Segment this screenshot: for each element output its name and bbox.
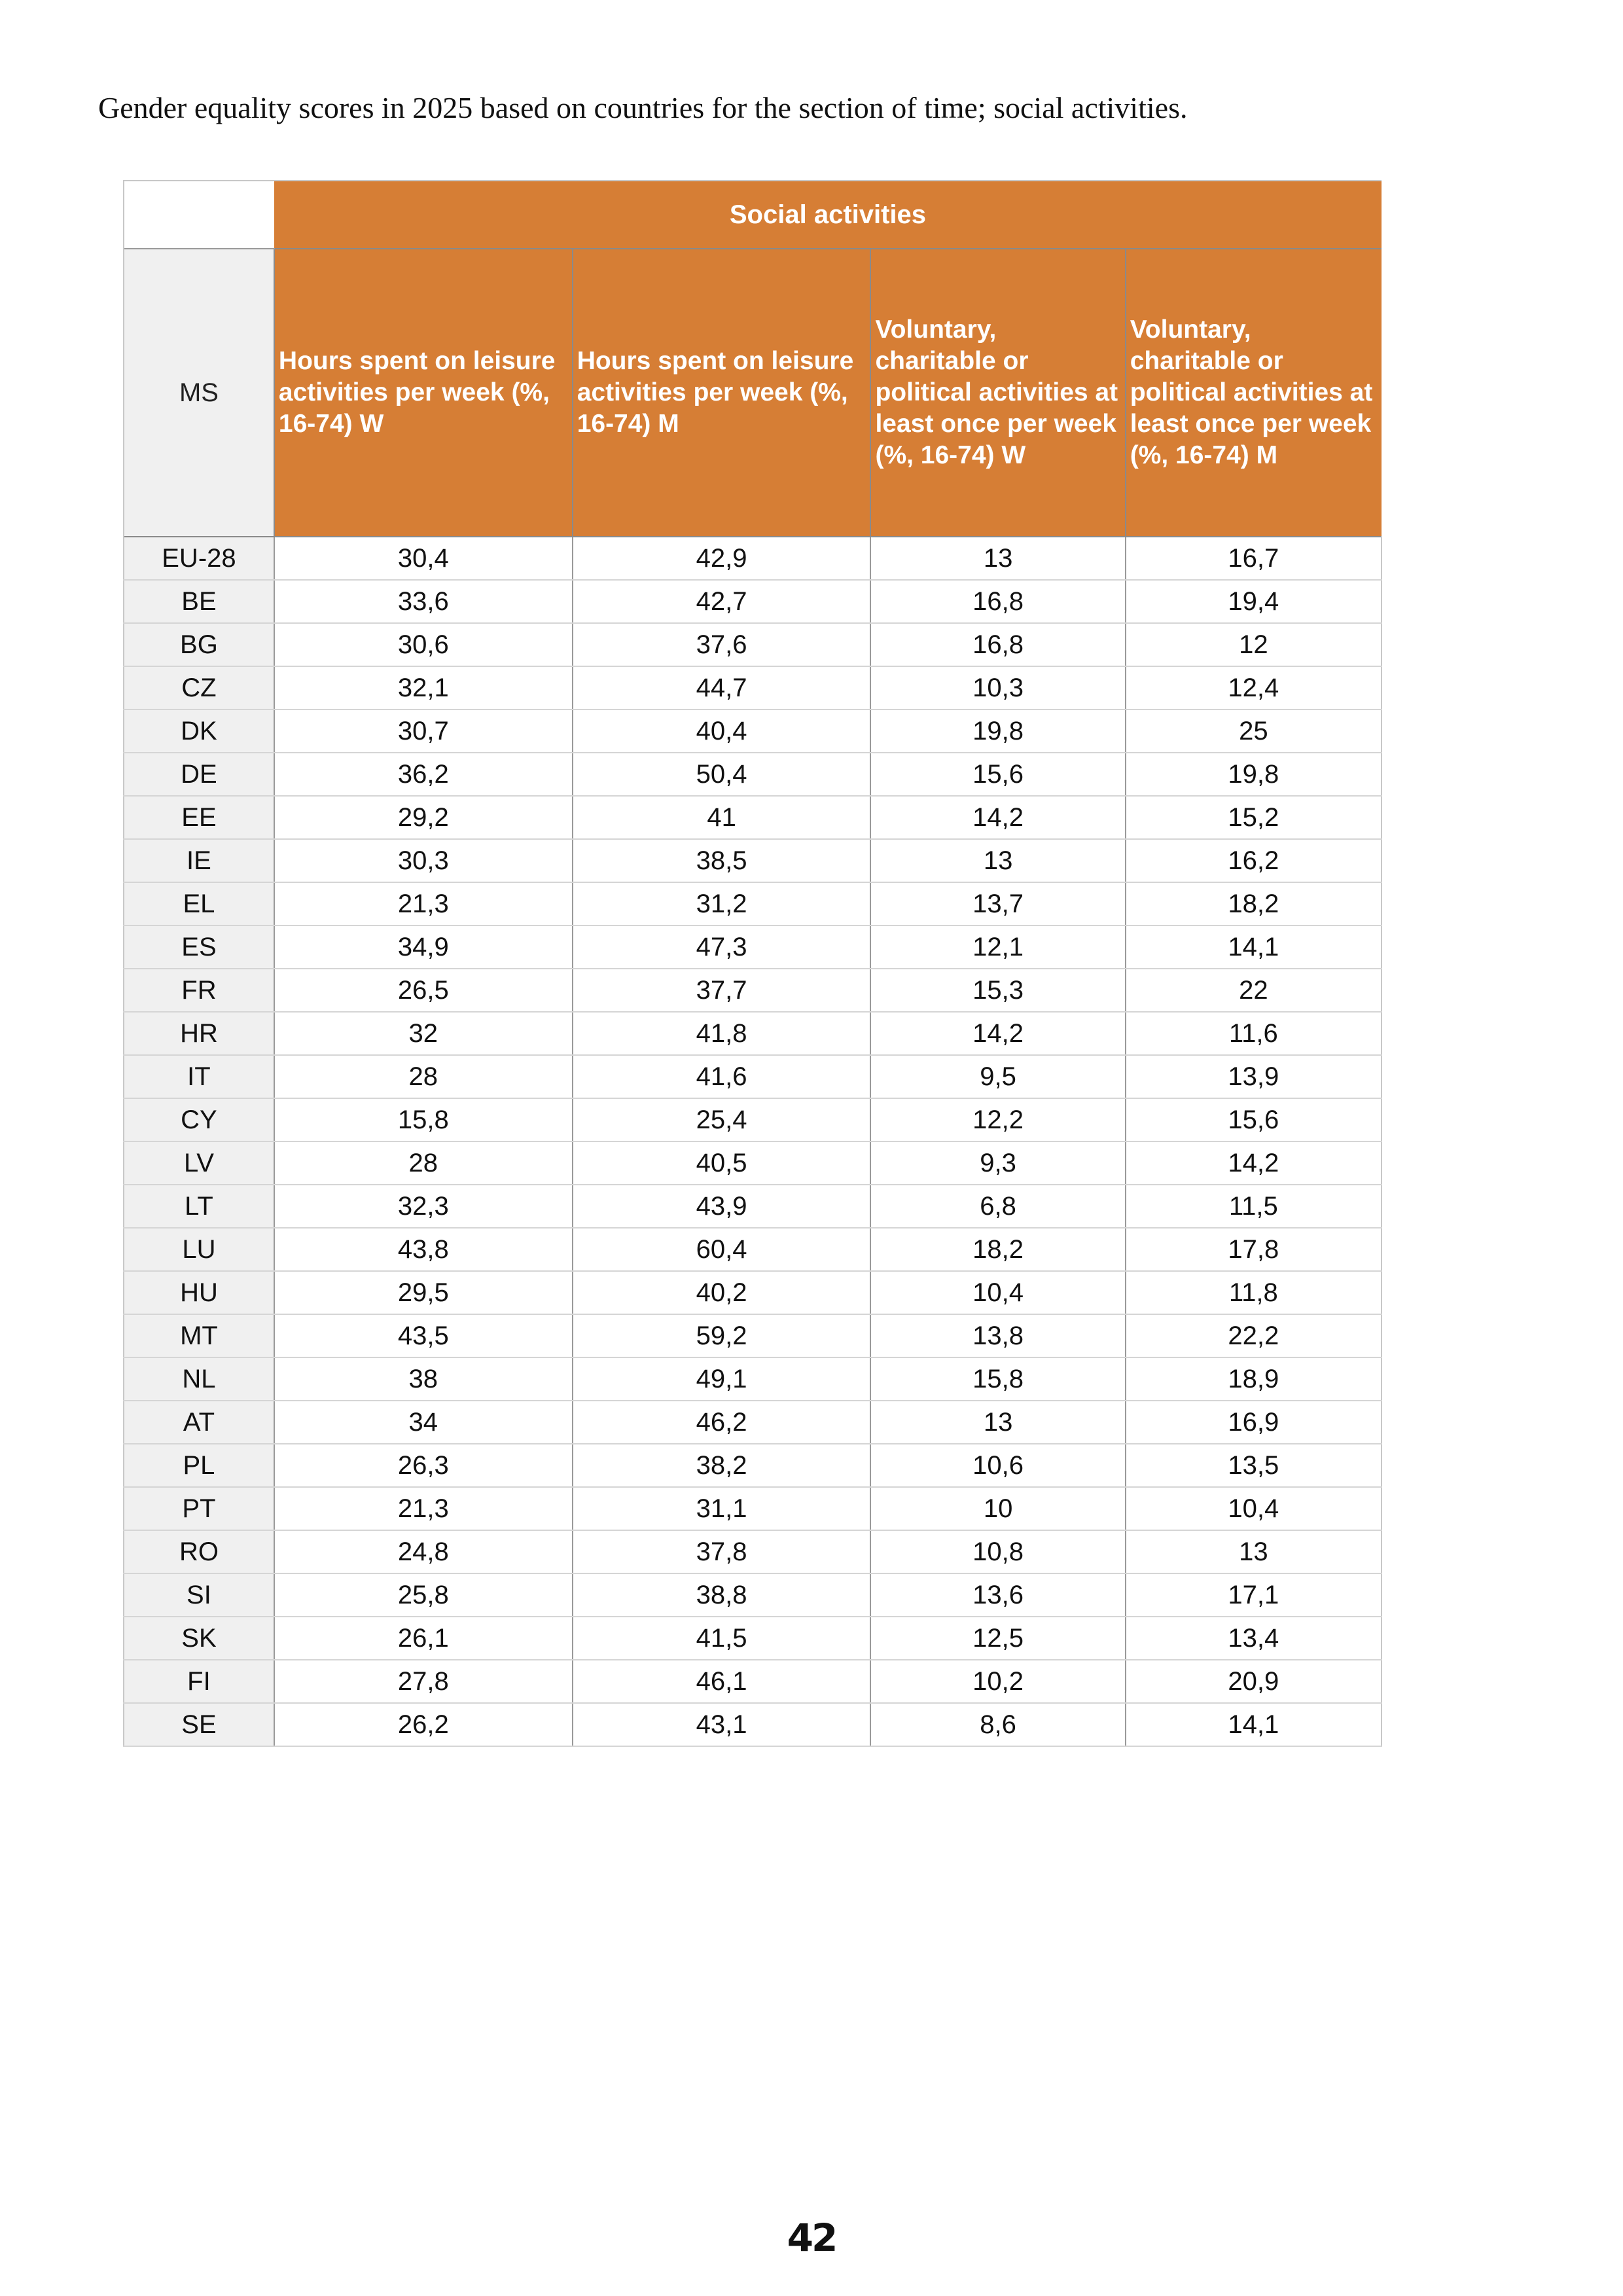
table-row: [124, 1487, 1382, 1530]
table-caption: Gender equality scores in 2025 based on countries for the section of time; social activities.: [98, 91, 1188, 124]
value-cell: 16,9: [1126, 1401, 1382, 1444]
value-cell: 38: [274, 1357, 573, 1401]
value-cell: 14,2: [870, 1012, 1125, 1055]
ms-cell: RO: [124, 1530, 274, 1573]
ms-cell: MT: [124, 1314, 274, 1357]
ms-cell: IT: [124, 1055, 274, 1098]
table-row: [124, 839, 1382, 882]
value-cell: 11,8: [1126, 1271, 1382, 1314]
table-row: [124, 1098, 1382, 1141]
value-cell: 15,3: [870, 969, 1125, 1012]
value-cell: 10: [870, 1487, 1125, 1530]
value-cell: 38,8: [573, 1573, 871, 1617]
value-cell: 43,1: [573, 1703, 871, 1746]
value-cell: 15,8: [870, 1357, 1125, 1401]
table-row: [124, 925, 1382, 969]
empty-corner-cell: [124, 181, 274, 249]
value-cell: 37,7: [573, 969, 871, 1012]
table-row: [124, 1055, 1382, 1098]
value-cell: 26,5: [274, 969, 573, 1012]
value-cell: 31,1: [573, 1487, 871, 1530]
value-cell: 9,5: [870, 1055, 1125, 1098]
value-cell: 18,2: [870, 1228, 1125, 1271]
value-cell: 15,8: [274, 1098, 573, 1141]
table-row: [124, 753, 1382, 796]
column-header-leisure-men: Hours spent on leisure activities per week (%, 16-74) M: [573, 249, 871, 537]
value-cell: 32,1: [274, 666, 573, 709]
value-cell: 24,8: [274, 1530, 573, 1573]
value-cell: 14,1: [1126, 925, 1382, 969]
ms-cell: LT: [124, 1185, 274, 1228]
value-cell: 12: [1126, 623, 1382, 666]
value-cell: 13: [870, 839, 1125, 882]
table-row: [124, 1185, 1382, 1228]
ms-cell: LU: [124, 1228, 274, 1271]
ms-cell: FI: [124, 1660, 274, 1703]
value-cell: 40,5: [573, 1141, 871, 1185]
value-cell: 8,6: [870, 1703, 1125, 1746]
value-cell: 12,4: [1126, 666, 1382, 709]
ms-cell: HU: [124, 1271, 274, 1314]
table-body: [124, 537, 1382, 1746]
ms-cell: BG: [124, 623, 274, 666]
value-cell: 19,8: [870, 709, 1125, 753]
ms-cell: EE: [124, 796, 274, 839]
group-header-social-activities: Social activities: [274, 181, 1382, 249]
value-cell: 40,4: [573, 709, 871, 753]
value-cell: 28: [274, 1055, 573, 1098]
value-cell: 40,2: [573, 1271, 871, 1314]
ms-cell: PL: [124, 1444, 274, 1487]
value-cell: 10,3: [870, 666, 1125, 709]
social-activities-table: [123, 180, 1382, 1747]
value-cell: 15,2: [1126, 796, 1382, 839]
table-row: [124, 1271, 1382, 1314]
value-cell: 44,7: [573, 666, 871, 709]
table-row: [124, 580, 1382, 623]
value-cell: 25,8: [274, 1573, 573, 1617]
ms-cell: IE: [124, 839, 274, 882]
column-header-voluntary-women: Voluntary, charitable or political activities at least once per week (%, 16-74) W: [870, 249, 1125, 537]
page-number: 42: [787, 2215, 836, 2260]
value-cell: 42,7: [573, 580, 871, 623]
value-cell: 34: [274, 1401, 573, 1444]
value-cell: 26,1: [274, 1617, 573, 1660]
value-cell: 14,2: [870, 796, 1125, 839]
value-cell: 43,9: [573, 1185, 871, 1228]
value-cell: 38,2: [573, 1444, 871, 1487]
value-cell: 12,2: [870, 1098, 1125, 1141]
table-row: [124, 1314, 1382, 1357]
table-row: [124, 969, 1382, 1012]
ms-cell: LV: [124, 1141, 274, 1185]
value-cell: 16,8: [870, 580, 1125, 623]
table-row: [124, 537, 1382, 580]
value-cell: 33,6: [274, 580, 573, 623]
value-cell: 37,6: [573, 623, 871, 666]
value-cell: 16,7: [1126, 537, 1382, 580]
value-cell: 10,4: [1126, 1487, 1382, 1530]
value-cell: 59,2: [573, 1314, 871, 1357]
column-header-ms: MS: [124, 249, 274, 537]
table-row: [124, 1401, 1382, 1444]
column-header-leisure-women: Hours spent on leisure activities per week (%, 16-74) W: [274, 249, 573, 537]
table-row: [124, 709, 1382, 753]
table-row: [124, 1357, 1382, 1401]
value-cell: 32: [274, 1012, 573, 1055]
value-cell: 13,8: [870, 1314, 1125, 1357]
table-row: [124, 882, 1382, 925]
ms-cell: CZ: [124, 666, 274, 709]
ms-cell: DE: [124, 753, 274, 796]
value-cell: 15,6: [870, 753, 1125, 796]
value-cell: 6,8: [870, 1185, 1125, 1228]
value-cell: 31,2: [573, 882, 871, 925]
value-cell: 46,1: [573, 1660, 871, 1703]
value-cell: 28: [274, 1141, 573, 1185]
value-cell: 13,7: [870, 882, 1125, 925]
value-cell: 13: [870, 1401, 1125, 1444]
value-cell: 12,5: [870, 1617, 1125, 1660]
table-row: [124, 623, 1382, 666]
table-row: [124, 1228, 1382, 1271]
ms-cell: HR: [124, 1012, 274, 1055]
value-cell: 46,2: [573, 1401, 871, 1444]
value-cell: 43,8: [274, 1228, 573, 1271]
value-cell: 41,5: [573, 1617, 871, 1660]
ms-cell: SK: [124, 1617, 274, 1660]
value-cell: 30,4: [274, 537, 573, 580]
value-cell: 50,4: [573, 753, 871, 796]
value-cell: 14,2: [1126, 1141, 1382, 1185]
ms-cell: FR: [124, 969, 274, 1012]
value-cell: 13,6: [870, 1573, 1125, 1617]
value-cell: 19,4: [1126, 580, 1382, 623]
value-cell: 15,6: [1126, 1098, 1382, 1141]
value-cell: 13,5: [1126, 1444, 1382, 1487]
ms-cell: NL: [124, 1357, 274, 1401]
value-cell: 36,2: [274, 753, 573, 796]
table-row: [124, 666, 1382, 709]
table-row: [124, 1444, 1382, 1487]
value-cell: 13,9: [1126, 1055, 1382, 1098]
value-cell: 12,1: [870, 925, 1125, 969]
value-cell: 9,3: [870, 1141, 1125, 1185]
value-cell: 42,9: [573, 537, 871, 580]
ms-cell: ES: [124, 925, 274, 969]
value-cell: 10,4: [870, 1271, 1125, 1314]
table-row: [124, 1660, 1382, 1703]
value-cell: 13: [870, 537, 1125, 580]
value-cell: 47,3: [573, 925, 871, 969]
value-cell: 30,3: [274, 839, 573, 882]
ms-cell: SI: [124, 1573, 274, 1617]
table-row: [124, 1703, 1382, 1746]
value-cell: 17,8: [1126, 1228, 1382, 1271]
ms-cell: BE: [124, 580, 274, 623]
table-row: [124, 796, 1382, 839]
ms-cell: PT: [124, 1487, 274, 1530]
ms-cell: EL: [124, 882, 274, 925]
value-cell: 27,8: [274, 1660, 573, 1703]
table-row: [124, 1573, 1382, 1617]
group-header-row: [124, 181, 1382, 249]
value-cell: 11,5: [1126, 1185, 1382, 1228]
value-cell: 16,8: [870, 623, 1125, 666]
value-cell: 18,9: [1126, 1357, 1382, 1401]
value-cell: 11,6: [1126, 1012, 1382, 1055]
value-cell: 22,2: [1126, 1314, 1382, 1357]
value-cell: 26,3: [274, 1444, 573, 1487]
value-cell: 29,2: [274, 796, 573, 839]
value-cell: 41: [573, 796, 871, 839]
value-cell: 16,2: [1126, 839, 1382, 882]
value-cell: 25,4: [573, 1098, 871, 1141]
value-cell: 21,3: [274, 882, 573, 925]
value-cell: 38,5: [573, 839, 871, 882]
ms-cell: DK: [124, 709, 274, 753]
value-cell: 19,8: [1126, 753, 1382, 796]
value-cell: 10,6: [870, 1444, 1125, 1487]
value-cell: 60,4: [573, 1228, 871, 1271]
value-cell: 43,5: [274, 1314, 573, 1357]
value-cell: 26,2: [274, 1703, 573, 1746]
value-cell: 41,6: [573, 1055, 871, 1098]
table-row: [124, 1012, 1382, 1055]
value-cell: 32,3: [274, 1185, 573, 1228]
ms-cell: SE: [124, 1703, 274, 1746]
value-cell: 30,7: [274, 709, 573, 753]
value-cell: 34,9: [274, 925, 573, 969]
table-row: [124, 1617, 1382, 1660]
column-header-row: [124, 249, 1382, 537]
value-cell: 10,8: [870, 1530, 1125, 1573]
value-cell: 41,8: [573, 1012, 871, 1055]
ms-cell: AT: [124, 1401, 274, 1444]
table-row: [124, 1530, 1382, 1573]
value-cell: 30,6: [274, 623, 573, 666]
value-cell: 17,1: [1126, 1573, 1382, 1617]
value-cell: 14,1: [1126, 1703, 1382, 1746]
value-cell: 25: [1126, 709, 1382, 753]
value-cell: 29,5: [274, 1271, 573, 1314]
ms-cell: CY: [124, 1098, 274, 1141]
value-cell: 13,4: [1126, 1617, 1382, 1660]
column-header-voluntary-men: Voluntary, charitable or political activities at least once per week (%, 16-74) M: [1126, 249, 1382, 537]
value-cell: 18,2: [1126, 882, 1382, 925]
table-row: [124, 1141, 1382, 1185]
value-cell: 10,2: [870, 1660, 1125, 1703]
value-cell: 20,9: [1126, 1660, 1382, 1703]
value-cell: 22: [1126, 969, 1382, 1012]
value-cell: 21,3: [274, 1487, 573, 1530]
value-cell: 49,1: [573, 1357, 871, 1401]
value-cell: 13: [1126, 1530, 1382, 1573]
ms-cell: EU-28: [124, 537, 274, 580]
value-cell: 37,8: [573, 1530, 871, 1573]
